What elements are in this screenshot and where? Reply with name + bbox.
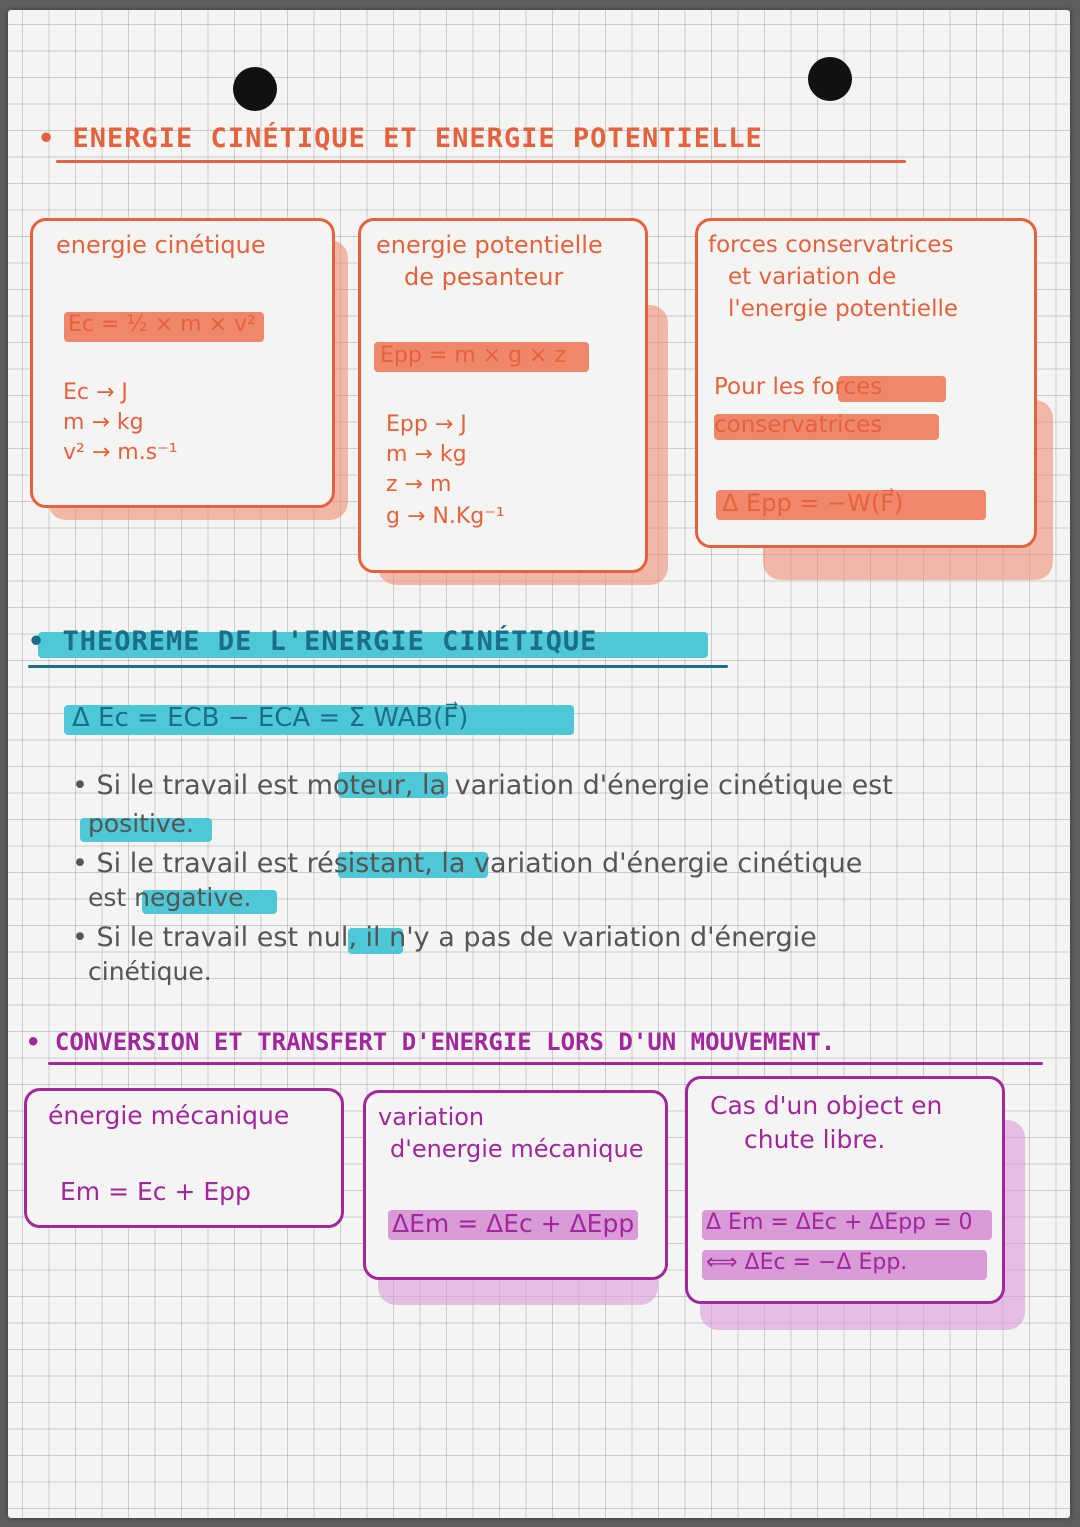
section2-formula: Δ Ec = ECB − ECA = Σ WAB(F⃗) — [72, 703, 469, 733]
section3-underline — [48, 1062, 1043, 1065]
section3-title — [26, 1030, 835, 1054]
box-potential-heading-1: energie potentielle — [376, 231, 603, 259]
box-potential-unit-0: Epp → J — [386, 412, 467, 437]
section2-underline — [28, 665, 728, 668]
theorem-line-4: est negative. — [88, 883, 252, 912]
binder-hole-right — [808, 57, 852, 101]
section2-title — [28, 628, 597, 655]
theorem-line-1: • Si le travail est moteur, la variation d'énergie cinétique est — [72, 770, 893, 801]
box-kinetic-formula: Ec = ½ × m × v² — [68, 312, 256, 337]
section3-title-text: CONVERSION ET TRANSFERT D'ENERGIE LORS D'UN MOUVEMENT. — [54, 1028, 836, 1056]
box-potential-heading-2: de pesanteur — [404, 263, 564, 291]
box-forces-heading-2: et variation de — [728, 264, 897, 290]
section1-title — [38, 125, 763, 152]
box-mech-formula: Em = Ec + Epp — [60, 1177, 251, 1206]
box-variation-heading-1: variation — [378, 1103, 485, 1131]
box-kinetic-unit-0: Ec → J — [63, 380, 128, 405]
box-kinetic-unit-2: v² → m.s⁻¹ — [63, 440, 178, 465]
box-kinetic-unit-1: m → kg — [63, 410, 144, 435]
box-potential-formula: Epp = m × g × z — [380, 343, 567, 368]
box-potential-unit-2: z → m — [386, 472, 452, 497]
bullet-dot: • — [38, 123, 73, 154]
box-fall-heading-2: chute libre. — [744, 1125, 886, 1154]
box-potential-unit-3: g → N.Kg⁻¹ — [386, 504, 505, 529]
box-forces-heading-1: forces conservatrices — [708, 232, 954, 258]
box-fall-formula-1: Δ Em = ΔEc + ΔEpp = 0 — [706, 1210, 973, 1235]
bullet-dot: • — [26, 1028, 55, 1056]
box-kinetic-heading: energie cinétique — [56, 231, 266, 259]
bullet-dot: • — [28, 626, 63, 657]
section1-underline — [56, 160, 906, 163]
box-variation-formula: ΔEm = ΔEc + ΔEpp — [392, 1209, 635, 1238]
theorem-line-2: positive. — [88, 809, 195, 838]
box-forces-text-1: Pour les forces — [714, 374, 883, 400]
box-mech-heading: énergie mécanique — [48, 1101, 290, 1130]
box-fall-formula-2: ⟺ ΔEc = −Δ Epp. — [706, 1250, 908, 1275]
box-forces-heading-3: l'energie potentielle — [728, 296, 958, 322]
theorem-line-3: • Si le travail est résistant, la variation d'énergie cinétique — [72, 848, 863, 879]
box-forces-text-2: conservatrices — [714, 412, 883, 438]
theorem-line-6: cinétique. — [88, 957, 212, 986]
box-forces-formula: Δ Epp = −W(F⃗) — [722, 489, 904, 517]
theorem-line-5: • Si le travail est nul, il n'y a pas de variation d'énergie — [72, 922, 817, 953]
box-fall-heading-1: Cas d'un object en — [710, 1091, 943, 1120]
box-variation-heading-2: d'energie mécanique — [390, 1135, 644, 1163]
box-potential-unit-1: m → kg — [386, 442, 467, 467]
section2-title-text: THEOREME DE L'ENERGIE CINÉTIQUE — [62, 626, 598, 657]
notebook-page — [8, 10, 1070, 1518]
binder-hole-left — [233, 67, 277, 111]
section1-title-text: ENERGIE CINÉTIQUE ET ENERGIE POTENTIELLE — [72, 123, 763, 154]
